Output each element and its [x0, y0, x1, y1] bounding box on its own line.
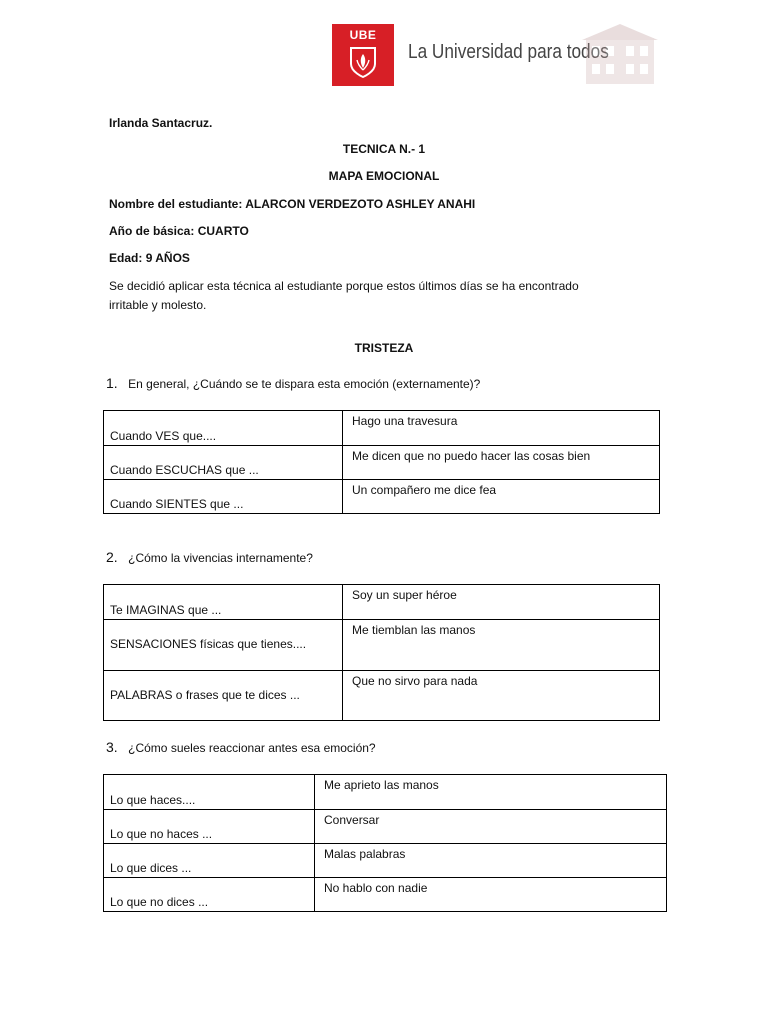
author-name: Irlanda Santacruz. — [109, 116, 213, 130]
grade-label: Año de básica: — [109, 224, 195, 238]
university-logo-banner — [332, 24, 658, 86]
row-answer: Malas palabras — [315, 844, 667, 878]
row-answer: Un compañero me dice fea — [343, 480, 660, 514]
question-text: En general, ¿Cuándo se te dispara esta emoción (externamente)? — [128, 377, 481, 391]
row-answer: Me dicen que no puedo hacer las cosas bien — [343, 446, 660, 480]
shield-icon — [349, 46, 377, 78]
student-label: Nombre del estudiante: — [109, 197, 243, 211]
map-title: MAPA EMOCIONAL — [328, 169, 440, 183]
row-prompt: Lo que no dices ... — [104, 878, 315, 912]
ube-logo — [332, 24, 394, 86]
table-row — [104, 620, 660, 671]
table-row — [104, 585, 660, 620]
row-answer: Soy un super héroe — [343, 585, 660, 620]
question-number: 1. — [106, 375, 118, 391]
row-answer: Me tiemblan las manos — [343, 620, 660, 671]
row-prompt: PALABRAS o frases que te dices ... — [104, 671, 343, 721]
question-text: ¿Cómo la vivencias internamente? — [128, 551, 313, 565]
question-2-table — [103, 584, 660, 721]
question-3-table — [103, 774, 667, 912]
table-row — [104, 480, 660, 514]
row-answer: Conversar — [315, 810, 667, 844]
reason-line-1: Se decidió aplicar esta técnica al estudiante porque estos últimos días se ha encontrado — [109, 279, 579, 293]
age-label: Edad: — [109, 251, 143, 265]
row-prompt: SENSACIONES físicas que tienes.... — [104, 620, 343, 671]
row-prompt: Lo que dices ... — [104, 844, 315, 878]
grade-value: CUARTO — [197, 224, 249, 238]
grade-line — [109, 223, 249, 239]
question-2 — [106, 549, 313, 567]
row-prompt: Cuando SIENTES que ... — [104, 480, 343, 514]
logo-tagline: La Universidad para todos — [408, 41, 609, 63]
row-answer: No hablo con nadie — [315, 878, 667, 912]
row-prompt: Cuando VES que.... — [104, 411, 343, 446]
table-row — [104, 411, 660, 446]
row-answer: Hago una travesura — [343, 411, 660, 446]
table-row — [104, 844, 667, 878]
table-row — [104, 446, 660, 480]
table-row — [104, 671, 660, 721]
row-answer: Que no sirvo para nada — [343, 671, 660, 721]
row-prompt: Lo que haces.... — [104, 775, 315, 810]
building-watermark-icon — [582, 24, 658, 86]
row-prompt: Te IMAGINAS que ... — [104, 585, 343, 620]
question-text: ¿Cómo sueles reaccionar antes esa emoción? — [128, 741, 376, 755]
question-3 — [106, 739, 376, 757]
technique-title: TECNICA N.- 1 — [342, 142, 426, 156]
row-prompt: Cuando ESCUCHAS que ... — [104, 446, 343, 480]
logo-text: UBE — [349, 28, 377, 42]
question-1-table — [103, 410, 660, 514]
age-line — [109, 250, 190, 266]
row-answer: Me aprieto las manos — [315, 775, 667, 810]
question-number: 2. — [106, 549, 118, 565]
reason-line-2: irritable y molesto. — [109, 298, 207, 312]
student-name: ALARCON VERDEZOTO ASHLEY ANAHI — [245, 197, 476, 211]
age-value: 9 AÑOS — [145, 251, 190, 265]
table-row — [104, 810, 667, 844]
row-prompt: Lo que no haces ... — [104, 810, 315, 844]
table-row — [104, 878, 667, 912]
emotion-heading: TRISTEZA — [354, 341, 414, 355]
table-row — [104, 775, 667, 810]
student-line — [109, 196, 475, 212]
question-1 — [106, 375, 480, 393]
question-number: 3. — [106, 739, 118, 755]
